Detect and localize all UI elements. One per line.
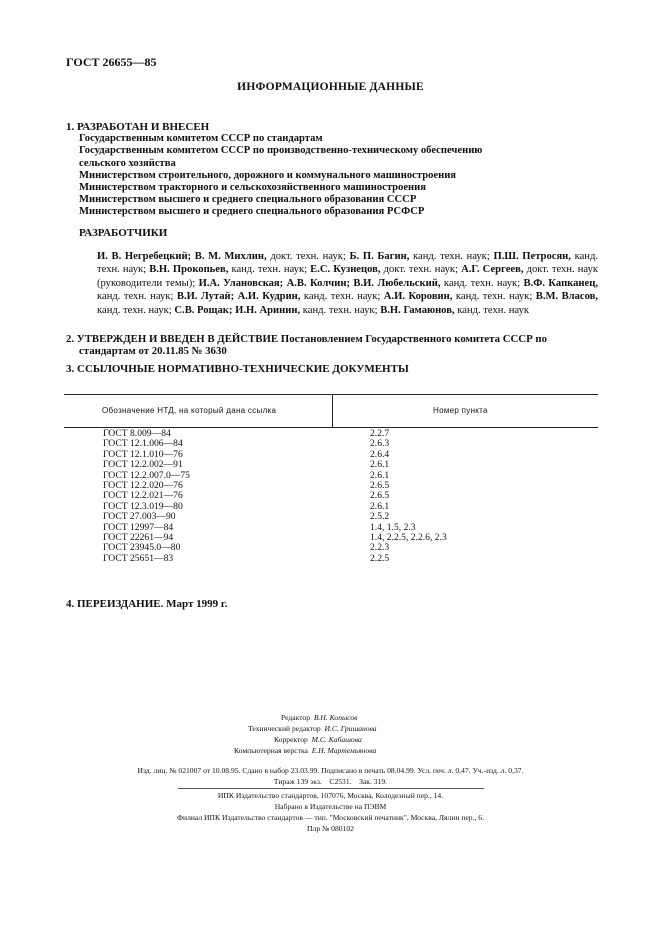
org-line: Министерством строительного, дорожного и коммунального машиностроения	[79, 169, 457, 181]
org-line: Министерством высшего и среднего специального образования СССР	[79, 194, 417, 206]
table-row	[64, 438, 598, 448]
developer-title: докт. техн. наук;	[383, 264, 458, 276]
cell-item: 2.6.1	[370, 469, 390, 481]
typeset-line: Набрано в Издательстве на ПЭВМ	[274, 802, 387, 811]
plr-line: Плр № 080102	[307, 824, 354, 833]
publisher-line: ИПК Издательство стандартов, 107076, Москва, Колодезный пер., 14.	[217, 791, 444, 800]
cell-item: 2.6.5	[370, 490, 390, 502]
developers-list	[97, 250, 598, 317]
developer-name: В.Ф. Капканец,	[523, 277, 598, 289]
table-row	[64, 490, 598, 500]
layout-label: Компьютерная верстка	[234, 746, 308, 755]
cell-item: 2.2.7	[370, 428, 390, 439]
cell-doc: ГОСТ 23945.0—80	[103, 542, 181, 554]
layout-line	[234, 746, 376, 755]
developer-title: канд. техн. наук;	[231, 264, 308, 276]
developer-name: В.Н. Прокопьев,	[149, 264, 229, 276]
cell-doc: ГОСТ 12.1.006—84	[103, 438, 183, 450]
section-approved	[66, 333, 606, 357]
developer-title: канд. техн. наук	[457, 304, 530, 316]
table-row	[64, 470, 598, 480]
cell-item: 2.6.3	[370, 438, 390, 450]
cell-doc: ГОСТ 25651—83	[103, 552, 174, 564]
developer-title: докт. техн. наук;	[270, 251, 346, 262]
cell-doc: ГОСТ 12.3.019—80	[103, 500, 183, 512]
table-row	[64, 480, 598, 490]
cell-doc: ГОСТ 12.2.020—76	[103, 479, 183, 491]
developer-name: В.М. Власов,	[535, 291, 598, 303]
document-code: ГОСТ 26655—85	[66, 55, 157, 69]
developer-name: В.И. Лутай;	[176, 291, 235, 303]
developer-name: И.Н. Аринин,	[235, 304, 301, 316]
developer-title: докт. техн. наук (руководители темы);	[97, 264, 599, 289]
cell-doc: ГОСТ 12.2.002—91	[103, 459, 183, 471]
cell-doc: ГОСТ 27.003—90	[103, 511, 176, 523]
table-row	[64, 532, 598, 542]
cell-item: 2.6.5	[370, 479, 390, 491]
editor-line	[281, 713, 357, 722]
table-row	[64, 511, 598, 521]
cell-item: 2.6.4	[370, 448, 390, 460]
section-references-heading: 3. ССЫЛОЧНЫЕ НОРМАТИВНО-ТЕХНИЧЕСКИЕ ДОКУМЕНТЫ	[66, 363, 409, 375]
cell-item: 2.5.2	[370, 511, 390, 523]
table-row	[64, 501, 598, 511]
cell-doc: ГОСТ 12.1.010—76	[103, 448, 183, 460]
developer-name: Е.С. Кузнецов,	[310, 264, 381, 276]
developer-title: канд. техн. наук;	[413, 251, 490, 262]
cell-doc: ГОСТ 8.009—84	[103, 428, 171, 439]
page-title: ИНФОРМАЦИОННЫЕ ДАННЫЕ	[237, 81, 424, 93]
cell-doc: ГОСТ 12997—84	[103, 521, 174, 533]
developer-name: А.И. Коровин,	[383, 291, 453, 303]
org-line: Государственным комитетом СССР по стандартам	[79, 133, 323, 145]
section-heading: 2. УТВЕРЖДЕН И ВВЕДЕН В ДЕЙСТВИЕ Постановлением Государственного комитета СССР по	[66, 333, 548, 345]
developer-name: И. В. Негребецкий;	[97, 251, 192, 262]
table-column-divider	[332, 394, 333, 427]
section-reissue: 4. ПЕРЕИЗДАНИЕ. Март 1999 г.	[66, 598, 228, 610]
developer-title: канд. техн. наук;	[443, 277, 521, 289]
developers-heading: РАЗРАБОТЧИКИ	[79, 227, 168, 239]
layout-name: Е.Н. Мартемьянова	[311, 746, 377, 755]
org-line: Государственным комитетом СССР по производственно-техническому обеспечению	[79, 145, 483, 157]
run-line: Тираж 139 экз. С2531. Зак. 319.	[273, 777, 388, 786]
table-row	[64, 449, 598, 459]
cell-item: 1.4, 2.2.5, 2.2.6, 2.3	[370, 531, 447, 543]
developer-name: П.Ш. Петросян,	[493, 251, 571, 262]
cell-doc: ГОСТ 12.2.007.0—75	[103, 469, 190, 481]
table-row	[64, 522, 598, 532]
cell-doc: ГОСТ 22261—94	[103, 531, 174, 543]
tech-editor-line	[248, 724, 377, 733]
table-row	[64, 553, 598, 563]
column-header-item: Номер пункта	[433, 406, 488, 415]
table-row	[64, 428, 598, 438]
developer-name: А.И. Кудрин,	[237, 291, 301, 303]
license-line: Изд. лиц. № 021007 от 10.08.95. Сдано в набор 23.03.99. Подписано в печать 08.04.99. Усл. печ. л. 0,47. Уч.-изд. л. 0,37.	[137, 766, 524, 775]
editor-name: В.Н. Копысов	[313, 713, 358, 722]
branch-line: Филиал ИПК Издательство стандартов — тип. "Московский печатник", Москва, Лялин пер., 6.	[177, 813, 484, 822]
corrector-name: М.С. Кабашова	[311, 735, 362, 744]
imprint-separator	[178, 788, 484, 789]
cell-item: 2.6.1	[370, 500, 390, 512]
developer-title: канд. техн. наук;	[455, 291, 533, 303]
section-developed-by	[66, 121, 606, 219]
editor-label: Редактор	[281, 713, 311, 722]
developer-name: В.Н. Гамаюнов,	[380, 304, 455, 316]
cell-item: 2.2.3	[370, 542, 390, 554]
org-line: Министерством высшего и среднего специального образования РСФСР	[79, 206, 425, 218]
corrector-line	[274, 735, 362, 744]
developer-title: канд. техн. наук;	[97, 251, 599, 276]
tech-editor-name: И.С. Гришанова	[324, 724, 377, 733]
table-top-rule	[64, 394, 598, 395]
developer-name: В. М. Михлин,	[194, 251, 267, 262]
tech-editor-label: Технический редактор	[248, 724, 321, 733]
developer-name: Б. П. Багин,	[349, 251, 410, 262]
developer-name: А.Г. Сергеев,	[461, 264, 524, 276]
table-body	[64, 428, 598, 563]
org-line: Министерством тракторного и сельскохозяйственного машиностроения	[79, 182, 426, 194]
developer-name: В.И. Любельский,	[353, 277, 441, 289]
developer-name: И.А. Улановская;	[198, 277, 284, 289]
developer-title: канд. техн. наук;	[97, 304, 172, 316]
column-header-doc: Обозначение НТД, на который дана ссылка	[102, 406, 277, 415]
developer-name: С.В. Рощак;	[174, 304, 233, 316]
org-line: сельского хозяйства	[79, 157, 176, 169]
table-row	[64, 542, 598, 552]
section-heading: 1. РАЗРАБОТАН И ВНЕСЕН	[66, 121, 210, 133]
developer-title: канд. техн. наук;	[302, 304, 378, 316]
cell-item: 2.2.5	[370, 552, 390, 564]
developer-title: канд. техн. наук;	[303, 291, 381, 303]
section-continuation: стандартам от 20.11.85 № 3630	[79, 345, 227, 358]
cell-item: 2.6.1	[370, 459, 390, 471]
corrector-label: Корректор	[274, 735, 308, 744]
cell-item: 1.4, 1.5, 2.3	[370, 521, 416, 533]
cell-doc: ГОСТ 12.2.021—76	[103, 490, 183, 502]
developer-name: А.В. Колчин;	[286, 277, 350, 289]
developer-title: канд. техн. наук;	[97, 291, 174, 303]
table-row	[64, 459, 598, 469]
